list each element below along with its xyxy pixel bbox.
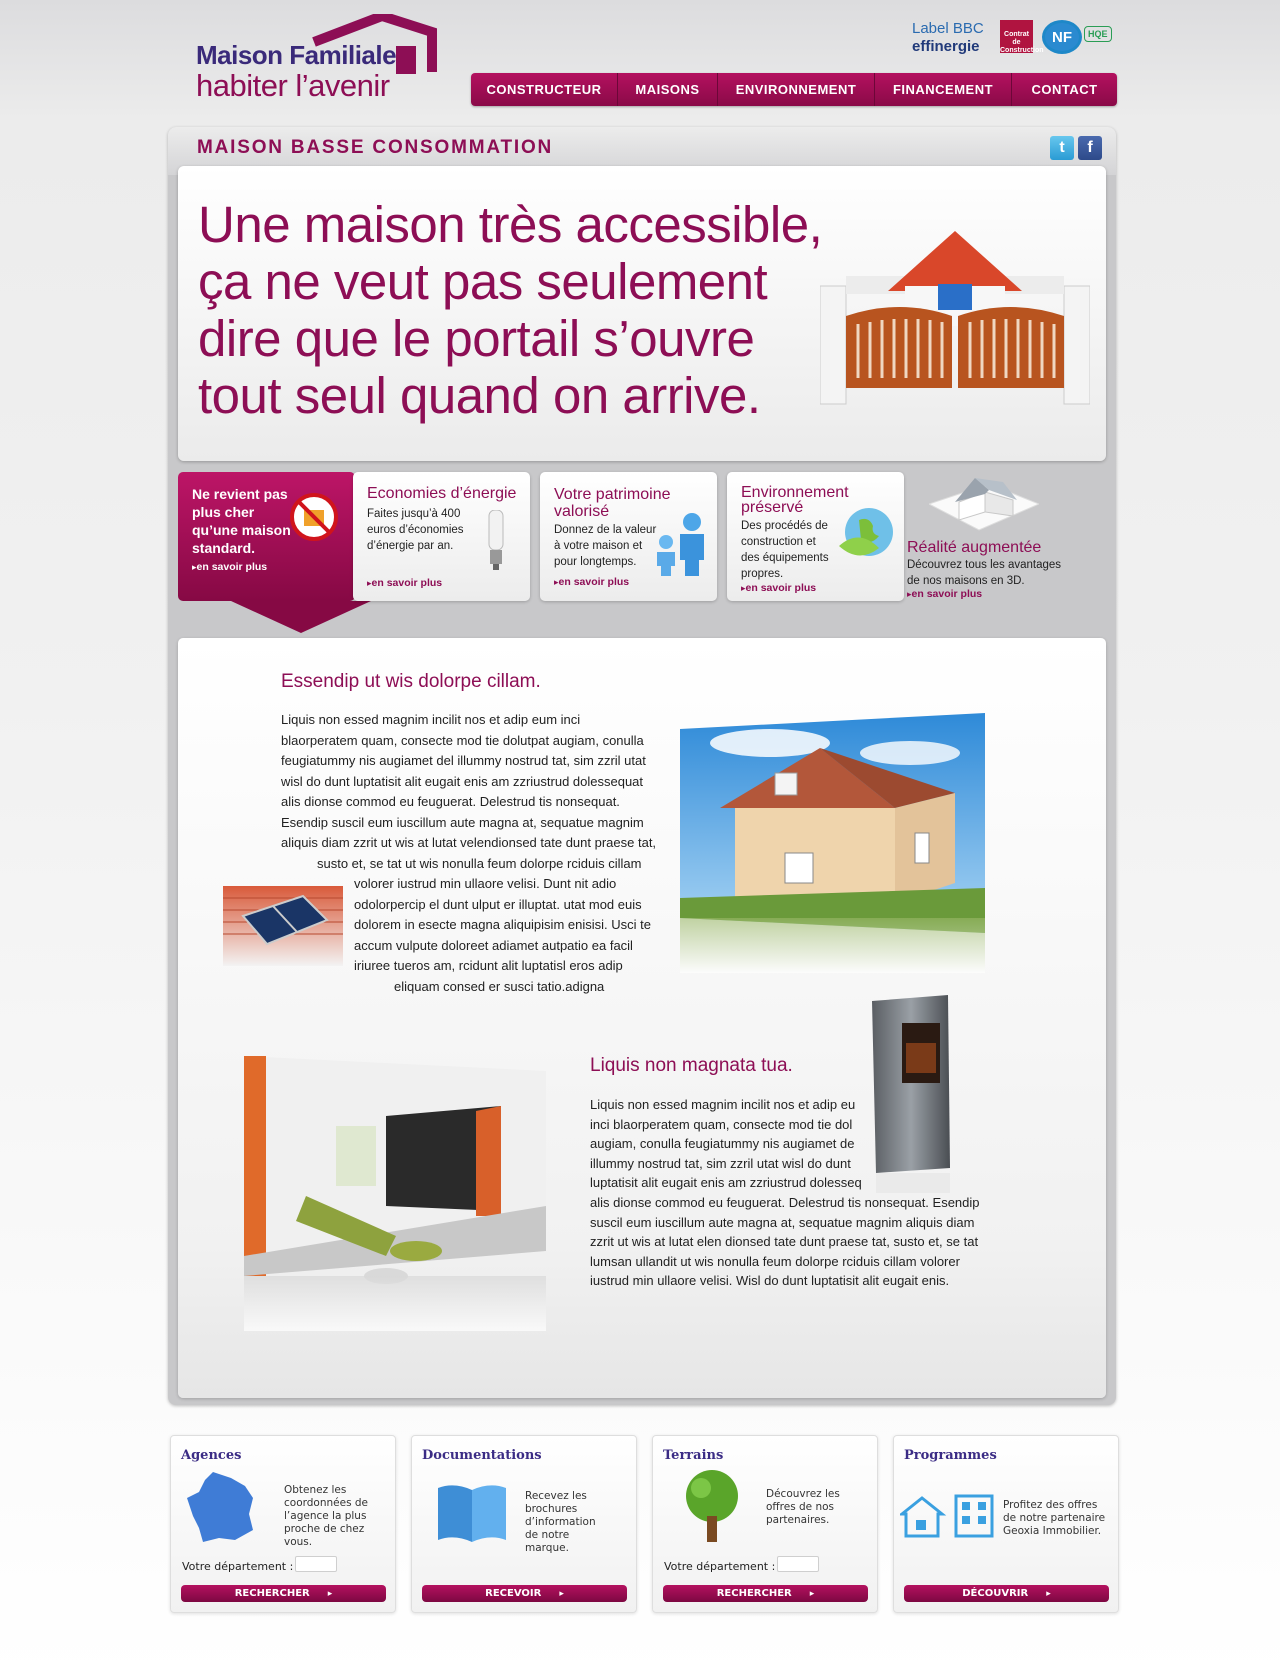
brand-name: Maison Familiale xyxy=(196,40,397,70)
hqe-badge: HQE xyxy=(1084,26,1112,42)
more-link[interactable]: ▸ en savoir plus xyxy=(367,577,442,589)
twitter-icon[interactable]: t xyxy=(1050,136,1074,160)
buildings-icon xyxy=(900,1492,998,1542)
feature-card-patrimoine[interactable] xyxy=(540,472,717,601)
recevoir-button[interactable]: RECEVOIR ▸ xyxy=(422,1585,627,1602)
more-link[interactable]: ▸ en savoir plus xyxy=(192,561,267,573)
departement-label: Votre département : xyxy=(664,1560,776,1573)
nav-constructeur[interactable]: CONSTRUCTEUR xyxy=(471,73,618,106)
box-title: Programmes xyxy=(904,1448,997,1463)
departement-label: Votre département : xyxy=(182,1560,294,1573)
family-icon xyxy=(652,512,712,577)
brand-logo[interactable] xyxy=(196,14,446,104)
section2-text: Liquis non essed magnim incilit nos et adip eu inci blaorperatem quam, consecte mod tie dol augiam, conulla feugiatummy nis augiamet de illummy nostrud tat, sim zzril utat wisl do dunt luptatisit alit eugait enis am zzriustrud dolesseq alis dionse commod eu feuguerat. Delestrud tis nonsequat. Esendip suscil eum iuscillum aute magna at, sequatue magnim aliquis diam zzrit ut wis at lutat elen dionsed tate dunt praese tat, susto et, se tat lumsan ullandit ut wis nonulla feum dolorpe rciduis cillam volorer iustrud min ullaore velisi. Wisl do dunt luptatisit alit eugait enis. xyxy=(590,1097,980,1289)
section1-text: Liquis non essed magnim incilit nos et adip eum inci blaorperatem quam, consecte mod tie dolutpat augiam, conulla feugiatummy nis augiamet del illummy nostrud tat, sim zzril utat wisl do dunt luptatisit alit eugait enis am zzriustrud dolessequat alis dionse commod eu feuguerat. Delestrud tis nonsequat. Esendip suscil eum iuscillum aute magna at, sequatue magnim aliquis diam zzrit ut wis at lutat velendionsed tate dunt praese tat, susto et, se tat ut wis nonulla feum dolorpe rciduis cillam volorer iustrud min ullaore velisi. Dunt nit adio odolorpercip el dunt ulput er illuptat. utat mod euis dolorem in esecte magna aliquipisim enisisi. Usci te accum vulpute doloreet adiamet autpatio ea facil iriuree tueros am, rcidunt alit luptatisl eros adip eliquam consed er susci tatio.adigna xyxy=(281,712,657,994)
bbc-label: Label BBC effinergie xyxy=(912,20,984,55)
feature-title: Réalité augmentée xyxy=(907,539,1042,556)
solar-panel-roof-photo xyxy=(223,886,343,966)
feature-text: Faites jusqu’à 400 euros d’économies d’énergie par an. xyxy=(367,508,464,552)
box-programmes xyxy=(893,1435,1119,1613)
rechercher-agences-button[interactable]: RECHERCHER ▸ xyxy=(181,1585,386,1602)
nav-environnement[interactable]: ENVIRONNEMENT xyxy=(718,73,875,106)
facebook-icon[interactable]: f xyxy=(1078,136,1102,160)
tree-icon xyxy=(677,1468,747,1548)
feature-card-realite-augmentee[interactable] xyxy=(901,472,1101,601)
nav-financement[interactable]: FINANCEMENT xyxy=(875,73,1012,106)
box-title: Agences xyxy=(181,1448,242,1463)
france-map-icon xyxy=(183,1468,263,1548)
box-documentations xyxy=(411,1435,637,1613)
departement-input[interactable] xyxy=(777,1556,819,1572)
feature-text: Donnez de la valeur à votre maison et pour longtemps. xyxy=(554,524,657,568)
box-agences xyxy=(170,1435,396,1613)
3d-house-icon xyxy=(929,464,1039,534)
box-title: Terrains xyxy=(663,1448,724,1463)
feature-title: Votre patrimoine valorisé xyxy=(554,486,671,520)
main-panel xyxy=(168,127,1116,1405)
contrat-construction-badge: Contrat de Construction xyxy=(1000,20,1033,53)
nav-maisons[interactable]: MAISONS xyxy=(618,73,718,106)
box-terrains xyxy=(652,1435,878,1613)
feature-title: Environnement préservé xyxy=(741,484,849,516)
feature-card-environnement[interactable] xyxy=(727,472,904,601)
certification-labels xyxy=(912,18,1117,58)
hero-banner xyxy=(178,166,1106,461)
house-gate-illustration xyxy=(820,216,1090,416)
more-link[interactable]: ▸ en savoir plus xyxy=(907,588,982,600)
content-panel xyxy=(178,638,1106,1398)
box-text: Recevez les brochures d’information de notre marque. xyxy=(525,1490,596,1554)
feature-card-energie[interactable] xyxy=(353,472,530,601)
feature-text: Découvrez tous les avantages de nos maisons en 3D. xyxy=(907,559,1062,587)
brochure-icon xyxy=(434,1480,510,1550)
box-text: Profitez des offres de notre partenaire Geoxia Immobilier. xyxy=(1003,1499,1106,1537)
house-exterior-photo xyxy=(680,713,985,973)
no-euro-icon xyxy=(289,492,339,542)
section1-title: Essendip ut wis dolorpe cillam. xyxy=(281,671,541,692)
main-nav xyxy=(471,73,1117,106)
box-text: Découvrez les offres de nos partenaires. xyxy=(766,1488,840,1526)
nf-badge: NF xyxy=(1042,20,1082,54)
living-room-photo xyxy=(236,1056,546,1331)
rechercher-terrains-button[interactable]: RECHERCHER ▸ xyxy=(663,1585,868,1602)
selected-arrow xyxy=(231,601,371,633)
feature-title: Ne revient pas plus cher qu’une maison standard. xyxy=(192,486,291,556)
decouvrir-button[interactable]: DÉCOUVRIR ▸ xyxy=(904,1585,1109,1602)
hero-headline: Une maison très accessible, ça ne veut pas seulement dire que le portail s’ouvre tout seul quand on arrive. xyxy=(198,196,823,424)
nav-contact[interactable]: CONTACT xyxy=(1031,82,1098,97)
brand-tagline: habiter l’avenir xyxy=(196,68,390,103)
section2-title: Liquis non magnata tua. xyxy=(590,1055,793,1076)
box-title: Documentations xyxy=(422,1448,542,1463)
feature-text: Des procédés de construction et des équipements propres. xyxy=(741,520,829,580)
page-title: MAISON BASSE CONSOMMATION xyxy=(197,137,554,158)
globe-leaf-icon xyxy=(833,502,899,568)
departement-input[interactable] xyxy=(295,1556,337,1572)
more-link[interactable]: ▸ en savoir plus xyxy=(554,576,629,588)
more-link[interactable]: ▸ en savoir plus xyxy=(741,582,816,594)
lightbulb-icon xyxy=(481,510,511,585)
feature-card-prix[interactable] xyxy=(178,472,355,601)
feature-title: Economies d’énergie xyxy=(367,485,517,502)
box-text: Obtenez les coordonnées de l’agence la plus proche de chez vous. xyxy=(284,1484,369,1548)
